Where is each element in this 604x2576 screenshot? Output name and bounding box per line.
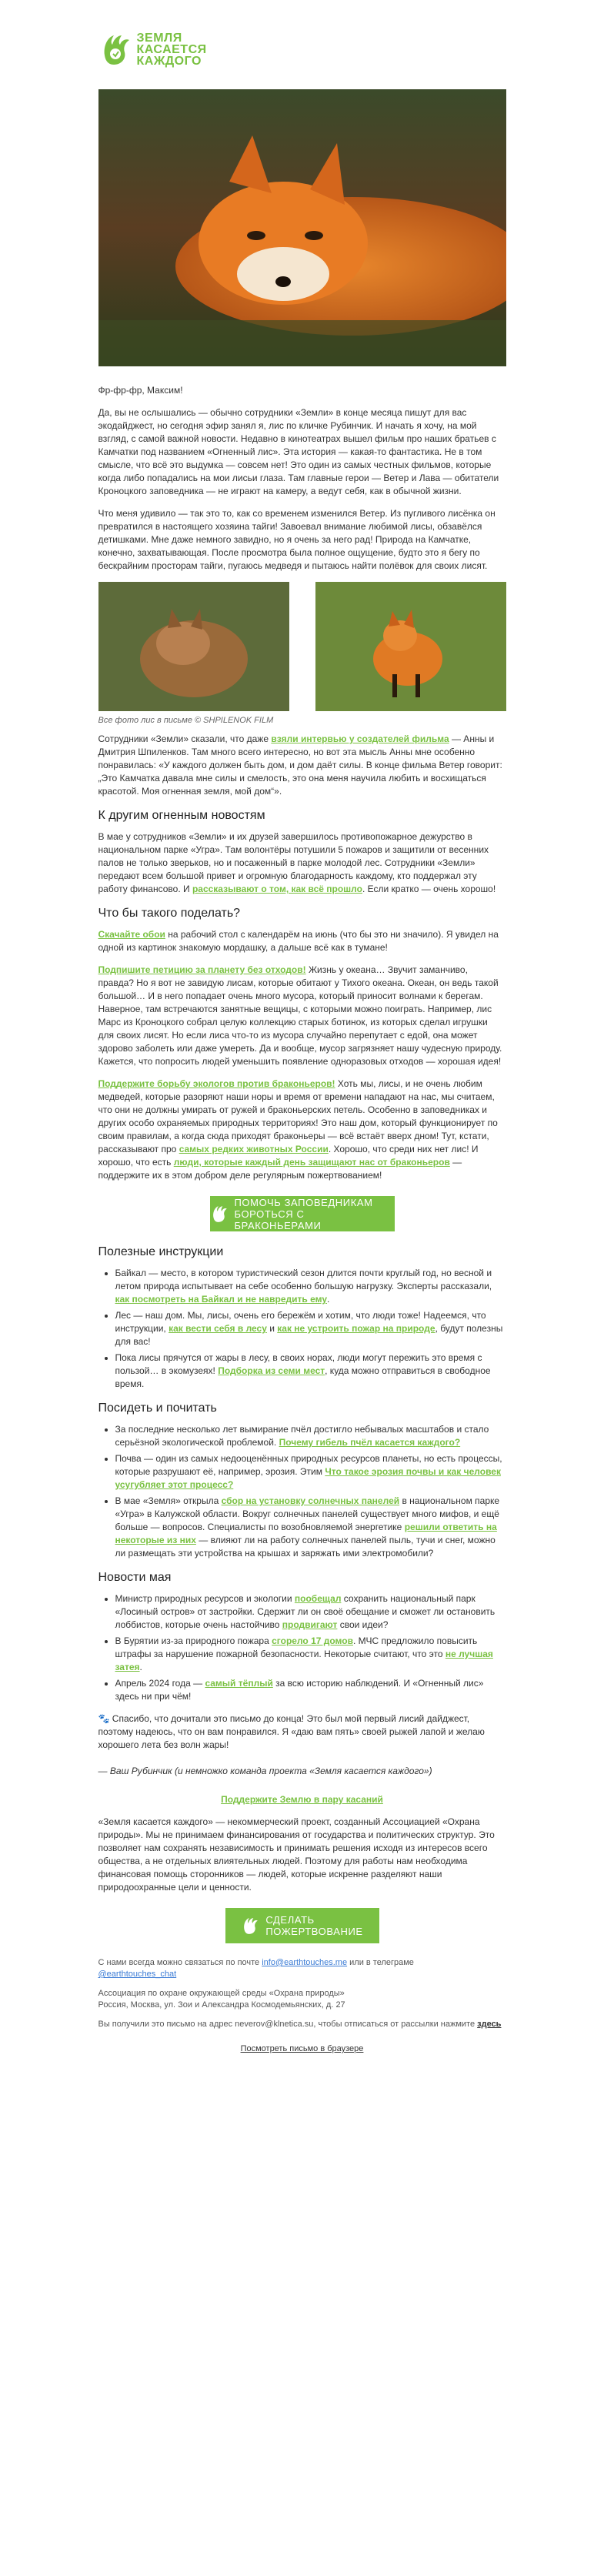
list-item: [115, 1351, 506, 1391]
text: Вы получили это письмо на адрес neverov@klnetica.su, чтобы отписаться от рассылки нажмите: [98, 2020, 476, 2029]
list-item: [115, 1452, 506, 1492]
lobby-link[interactable]: продвигают: [282, 1619, 338, 1630]
brand-logo[interactable]: [98, 23, 506, 75]
email-body: [98, 0, 506, 2053]
text: .: [327, 1294, 330, 1305]
promise-link[interactable]: пообещал: [294, 1593, 342, 1604]
footer-unsubscribe: [98, 2019, 506, 2030]
footer-contacts: [98, 1957, 506, 1980]
button-line: БОРОТЬСЯ С БРАКОНЬЕРАМИ: [234, 1208, 322, 1231]
fox-cub-photo: [98, 582, 289, 711]
list-item: [115, 1423, 506, 1449]
text: В мае у сотрудников «Земли» и их друзей завершилось противопожарное дежурство в национальном парке «Угра». Там волонтёры потушили 5 пожаров и защитили от весенних палов не только зверьков, но и посаженный в парке молодой лес. Сотрудники «Земли» передают всем большой привет и огромную благодарность каждому, кто поддержал эту работу финансово. И: [98, 831, 489, 894]
text: Сотрудники «Земли» сказали, что даже: [98, 733, 272, 744]
solar-fundraiser-link[interactable]: сбор на установку солнечных панелей: [221, 1495, 400, 1506]
text: — поддержите их в этом добром деле регулярным пожертвованием!: [98, 1157, 462, 1181]
view-in-browser-link[interactable]: Посмотреть письмо в браузере: [240, 2044, 364, 2053]
may-news-list: [98, 1592, 506, 1703]
hero-fox-image: [98, 89, 506, 366]
closing-paragraph: 🐾 Спасибо, что дочитали это письмо до конца! Это был мой первый лисий дайджест, поэтому надеюсь, что он вам понравился. Я «даю вам пять» своей рыжей лапой и желаю хорошего лета без волн жары!: [98, 1713, 485, 1750]
button-line: ПОЖЕРТВОВАНИЕ: [265, 1926, 363, 1937]
interview-link[interactable]: взяли интервью у создателей фильма: [271, 733, 449, 744]
browser-view: [98, 2044, 506, 2053]
text: С нами всегда можно связаться по почте: [98, 1958, 262, 1967]
text: Лес — наш дом. Мы, лисы, очень его бережём и хотим, что люди тоже! Надеемся, что инструкции,: [115, 1310, 486, 1334]
email-link[interactable]: info@earthtouches.me: [262, 1958, 348, 1967]
list-item: [115, 1309, 506, 1348]
soil-erosion-link[interactable]: Что такое эрозия почвы и как человек усугубляет этот процесс?: [115, 1466, 501, 1490]
wallpaper-link[interactable]: Скачайте обои: [98, 929, 165, 940]
news-report-link[interactable]: рассказывают о том, как всё прошло: [192, 884, 362, 894]
greeting: Фр-фр-фр, Максим!: [98, 385, 183, 396]
buryatia-fire-link[interactable]: сгорело 17 домов: [272, 1635, 353, 1646]
text: Байкал — место, в котором туристический сезон длится почти круглый год, но весной и летом природа испытывает на себе особенно большую нагрузку. Эксперты рассказали,: [115, 1268, 492, 1291]
text: или в телеграме: [347, 1958, 414, 1967]
fines-opinion-link[interactable]: не лучшая затея: [115, 1649, 493, 1672]
forest-behavior-link[interactable]: как вести себя в лесу: [169, 1323, 267, 1334]
section-heading-guides: Полезные инструкции: [98, 1245, 224, 1258]
button-line: СДЕЛАТЬ: [265, 1914, 315, 1926]
text: за всю историю наблюдений. И «Огненный лис» здесь ни при чём!: [115, 1678, 484, 1702]
list-item: [115, 1677, 506, 1703]
text: Хоть мы, лисы, и не очень любим медведей, которые разоряют наши норы и время от времени нападают на нас, мы считаем, что они не должны умирать от ружей и браконьерских петель. Особенно в заповедниках и других особо охраняемых природных территориях! Это наш дом, который функционирует по своим правилам, а когда сюда приходят браконьеры — всё встаёт вверх дном! Тут, кстати, рассказывают про: [98, 1078, 498, 1154]
fox-standing-photo: [315, 582, 506, 711]
donate-button[interactable]: [225, 1908, 379, 1943]
petition-link[interactable]: Подпишите петицию за планету без отходов!: [98, 964, 306, 975]
section-heading-may: Новости мая: [98, 1571, 172, 1584]
telegram-link[interactable]: @earthtouches_chat: [98, 1970, 177, 1979]
list-item: [115, 1592, 506, 1632]
text: . МЧС предложило повысить штрафы за нарушение пожарной безопасности. Некоторые считают, что это: [115, 1635, 478, 1659]
text: — влияют ли на работу солнечных панелей пыль, тучи и снег, можно ли размещать эти устройства на крышах и заряжать ими электромобили?: [115, 1535, 496, 1559]
list-item: [115, 1267, 506, 1306]
rangers-link[interactable]: люди, которые каждый день защищают нас от браконьеров: [173, 1157, 450, 1168]
intro-paragraph: Что меня удивило — так это то, как со временем изменился Ветер. Из пугливого лисёнка он превратился в настоящего хозяина тайги! Завоевал внимание любимой лисы, обзавёлся детишками. Мне даже немного завидно, но я очень за него рад! Природа на Камчатке, конечно, захватывающая. После просмотра была полное ощущение, будто это я бегу по бескрайним просторам тайги, пугаюсь медведя и пытаюсь найти полёвок для своих лисят.: [98, 508, 496, 571]
list-item: [115, 1495, 506, 1560]
logo-line: КАЖДОГО: [136, 54, 202, 68]
rare-animals-link[interactable]: самых редких животных России: [179, 1144, 329, 1154]
text: в национальном парке «Угра» в Калужской области. Вокруг солнечных панелей существует много мифов, и ещё больше — вопросов. Специалисты по возобновляемой энергетике: [115, 1495, 500, 1532]
text: Жизнь у океана… Звучит заманчиво, правда? Но я вот не завидую лисам, которые обитают у Тихого океана. Океан, он ведь такой большой… И в него попадает очень много мусора, который приносит волнами к берегам. Наверное, там встречаются занятные вещицы, с которыми можно поиграть. Например, лис Марс из Кроноцкого собрал целую коллекцию старых ботинок, из которых сделал игрушки для своих лисят. Но если лиса что-то из мусора случайно перепутает с едой, она может здорово заболеть или даже умереть. Да и вообще, мусор загрязняет нашу чудесную природу. Кажется, что попросить людей уменьшить появление одноразовых отходов — хорошая идея!: [98, 964, 502, 1067]
text: — Анны и Дмитрия Шпиленков. Там много всего интересно, но вот эта мысль Анны мне особенно понравилась: «У каждого должен быть дом, и дом даёт силы. В конце фильма Ветер говорит: „Это Камчатка давала мне силы и смелость, это она меня научила любить и восхищаться красотой. Моя огненная земля, мой дом“».: [98, 733, 502, 797]
text: сохранить национальный парк «Лосиный остров» от застройки. Сдержит ли он своё обещание и сможет ли остановить лоббистов, которые очень настойчиво: [115, 1593, 496, 1630]
todo-paragraph: [98, 928, 506, 954]
todo-paragraph: [98, 1078, 506, 1182]
text: , куда можно отправиться в свободное время.: [115, 1365, 491, 1389]
text: Ассоциация по охране окружающей среды «Охрана природы»: [98, 1989, 345, 1998]
unsubscribe-link[interactable]: здесь: [477, 2020, 502, 2029]
logo-wordmark: [137, 32, 207, 67]
text: Почва — один из самых недооценённых природных ресурсов планеты, но есть процессы, которые разрушают её, например, эрозия. Этим: [115, 1453, 502, 1477]
button-label: [265, 1914, 362, 1937]
text: . Хорошо, что среди них нет лис! И хорошо, что есть: [98, 1144, 479, 1168]
hand-leaf-icon: [210, 1204, 229, 1223]
about-paragraph: «Земля касается каждого» — некоммерческий проект, созданный Ассоциацией «Охрана природы». Мы не принимаем финансирования от государства и политических структур. Это позволяет нам сохранять независимость и принимать решения исходя из интересов всего общества, а не отдельных влиятельных людей. Поэтому для работы нам необходима финансовая помощь сторонников — людей, которые искренне разделяют наши природоохранные цели и ценности.: [98, 1816, 495, 1893]
news-paragraph: [98, 830, 506, 896]
button-label: [234, 1197, 394, 1231]
section-heading-news: К другим огненным новостям: [98, 809, 265, 822]
baikal-link[interactable]: как посмотреть на Байкал и не навредить ему: [115, 1294, 328, 1305]
text: Министр природных ресурсов и экологии: [115, 1593, 295, 1604]
fire-prevention-link[interactable]: как не устроить пожар на природе: [277, 1323, 435, 1334]
hand-leaf-logo-icon: [98, 32, 132, 66]
text: .: [139, 1662, 142, 1672]
support-link[interactable]: Поддержите Землю в пару касаний: [221, 1794, 383, 1805]
text: За последние несколько лет вымирание пчёл достигло небывалых масштабов и стало серьёзной экологической проблемой.: [115, 1424, 489, 1448]
warmest-april-link[interactable]: самый тёплый: [205, 1678, 273, 1689]
text: и: [266, 1323, 278, 1334]
signature: — Ваш Рубинчик (и немножко команда проекта «Земля касается каждого»): [98, 1766, 432, 1776]
text: В мае «Земля» открыла: [115, 1495, 222, 1506]
section-heading-todo: Что бы такого поделать?: [98, 907, 241, 920]
text: Апрель 2024 года —: [115, 1678, 205, 1689]
guides-list: [98, 1267, 506, 1391]
todo-paragraph: [98, 964, 506, 1068]
anti-poaching-link[interactable]: Поддержите борьбу экологов против браконьеров!: [98, 1078, 335, 1089]
text: . Если кратко — очень хорошо!: [362, 884, 496, 894]
hand-leaf-icon: [241, 1916, 259, 1935]
section-heading-read: Посидеть и почитать: [98, 1402, 217, 1415]
text: , будут полезны для вас!: [115, 1323, 503, 1347]
text: В Бурятии из-за природного пожара: [115, 1635, 272, 1646]
reads-list: [98, 1423, 506, 1560]
logo-line: КАСАЕТСЯ: [136, 42, 207, 56]
solar-faq-link[interactable]: решили ответить на некоторые из них: [115, 1522, 497, 1545]
bees-link[interactable]: Почему гибель пчёл касается каждого?: [279, 1437, 461, 1448]
support-line: [98, 1793, 506, 1806]
film-paragraph: [98, 733, 506, 798]
text: Пока лисы прячутся от жары в лесу, в своих норах, люди могут пережить это время с пользой… в экомузеях!: [115, 1352, 482, 1376]
eco-museums-link[interactable]: Подборка из семи мест: [218, 1365, 325, 1376]
help-reserves-button[interactable]: [210, 1196, 395, 1231]
intro-paragraph: Да, вы не ослышались — обычно сотрудники «Земли» в конце месяца пишут для вас экодайджест, но сегодня эфир занял я, лис по кличке Рубинчик. И начать я хочу, на мой взгляд, с самой важной новости. Недавно в кинотеатрах вышел фильм про наших братьев с Камчатки под названием «Огненный лис». Эта история — какая-то фантастика. Не в том смысле, что всё это выдумка — совсем нет! Это один из самых честных фильмов, которые когда либо попадались на мои лисьи глаза. Там главные герои — Ветер и Лава — обитатели Кроноцкого заповедника — не играют на камеру, а ведут себя, как в обычной жизни.: [98, 407, 499, 496]
logo-line: ЗЕМЛЯ: [136, 31, 182, 45]
photo-caption: Все фото лис в письме © SHPILENOK FILM: [98, 716, 274, 725]
text: свои идеи?: [337, 1619, 389, 1630]
footer-address: [98, 1988, 506, 2011]
text: Россия, Москва, ул. Зои и Александра Космодемьянских, д. 27: [98, 2000, 345, 2010]
button-line: ПОМОЧЬ ЗАПОВЕДНИКАМ: [234, 1196, 373, 1208]
list-item: [115, 1635, 506, 1674]
photo-row: [98, 582, 506, 711]
text: на рабочий стол с календарём на июнь (что бы это ни значило). Я увидел на одной из картинок знакомую мордашку, а дальше всё как в тумане!: [98, 929, 499, 953]
